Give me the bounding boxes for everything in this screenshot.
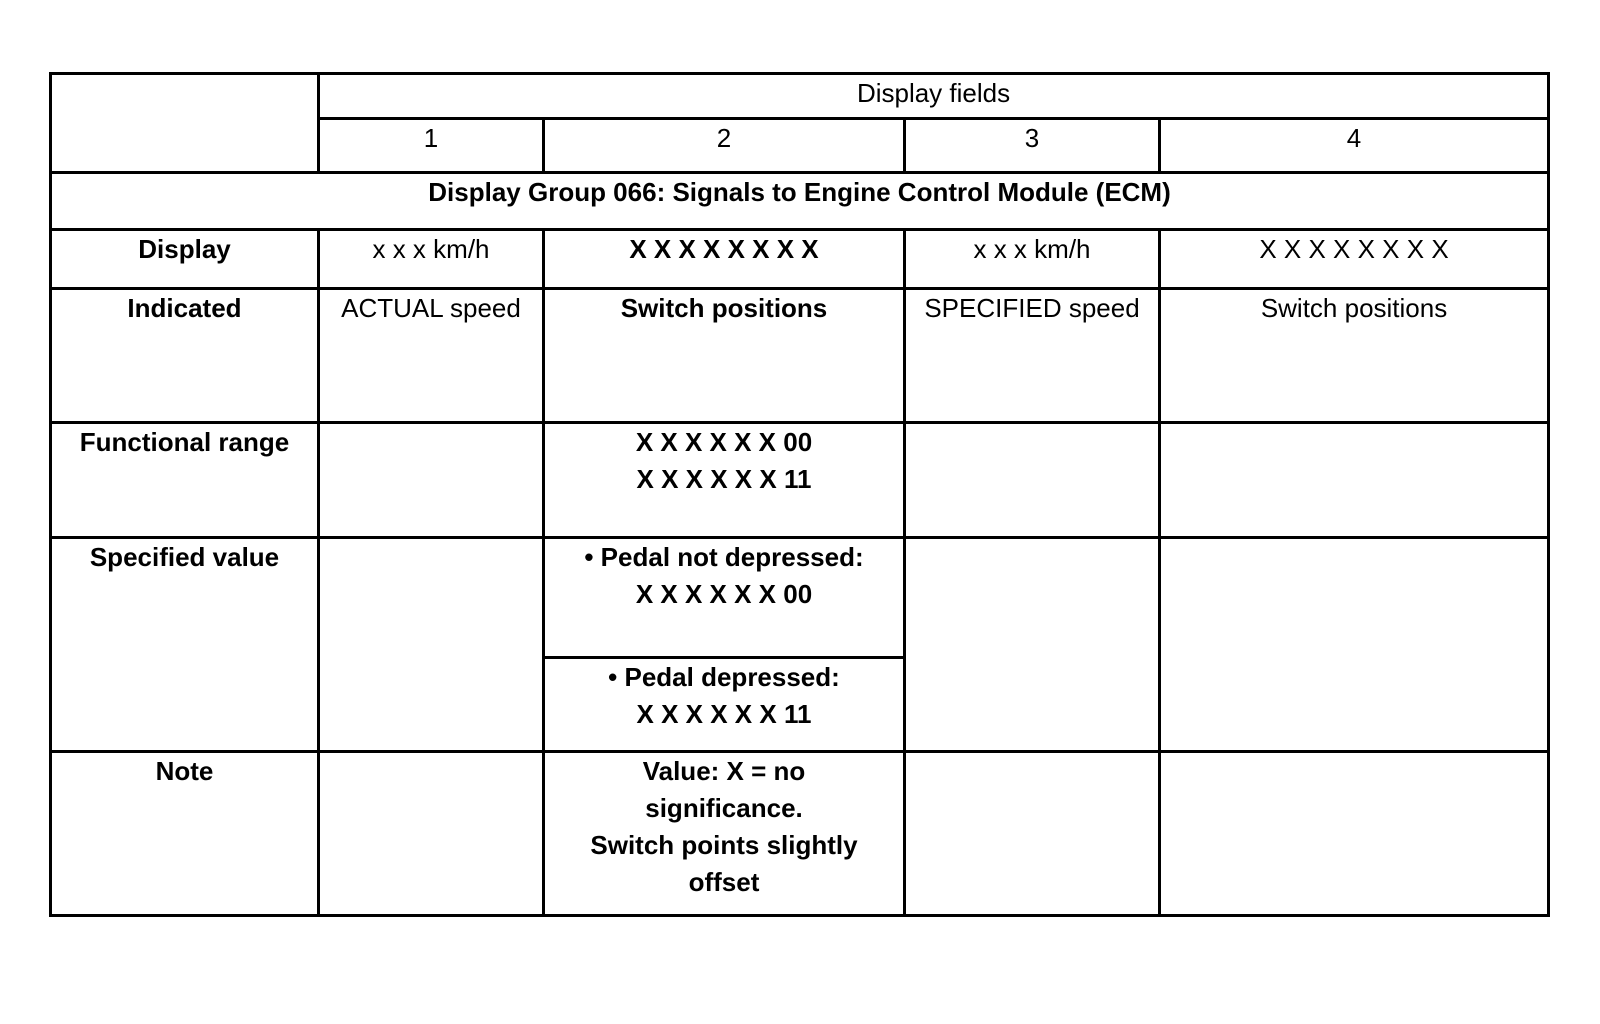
specified-value-case-depressed [544,658,905,752]
indicated-field-2: Switch positions [544,288,905,422]
functional-range-value-00: X X X X X X 00 [635,426,813,457]
note-line-4: offset [688,867,760,898]
display-group-table [49,72,1550,917]
display-field-2: X X X X X X X X [544,229,905,288]
functional-range-field-3 [905,422,1160,538]
indicated-field-3: SPECIFIED speed [905,288,1160,422]
row-label-display: Display [51,229,319,288]
note-field-1 [319,752,544,916]
note-line-1: Value: X = no [642,756,806,787]
note-line-2: significance. [645,793,803,824]
functional-range-value-11: X X X X X X 11 [636,463,812,494]
functional-range-field-1 [319,422,544,538]
specified-value-case-not-depressed [544,538,905,658]
display-field-1: x x x km/h [319,229,544,288]
row-label-specified-value: Specified value [51,538,319,752]
field-number-4: 4 [1160,119,1549,173]
indicated-field-1: ACTUAL speed [319,288,544,422]
row-label-indicated: Indicated [51,288,319,422]
field-number-2: 2 [544,119,905,173]
specified-value-field-1 [319,538,544,752]
indicated-field-4: Switch positions [1160,288,1549,422]
pedal-depressed-value: X X X X X X 11 [636,699,812,730]
field-number-1: 1 [319,119,544,173]
note-field-4 [1160,752,1549,916]
note-field-3 [905,752,1160,916]
note-field-2 [544,752,905,916]
display-fields-header: Display fields [319,74,1549,119]
display-field-4: X X X X X X X X [1160,229,1549,288]
specified-value-field-4 [1160,538,1549,752]
row-label-functional-range: Functional range [51,422,319,538]
pedal-depressed-label: • Pedal depressed: [608,662,840,693]
row-label-note: Note [51,752,319,916]
functional-range-field-4 [1160,422,1549,538]
group-title: Display Group 066: Signals to Engine Control Module (ECM) [51,173,1549,229]
specified-value-field-3 [905,538,1160,752]
corner-cell [51,74,319,173]
display-field-3: x x x km/h [905,229,1160,288]
field-number-3: 3 [905,119,1160,173]
pedal-not-depressed-label: • Pedal not depressed: [584,542,864,573]
pedal-not-depressed-value: X X X X X X 00 [635,579,813,610]
note-line-3: Switch points slightly [590,830,858,861]
functional-range-field-2 [544,422,905,538]
